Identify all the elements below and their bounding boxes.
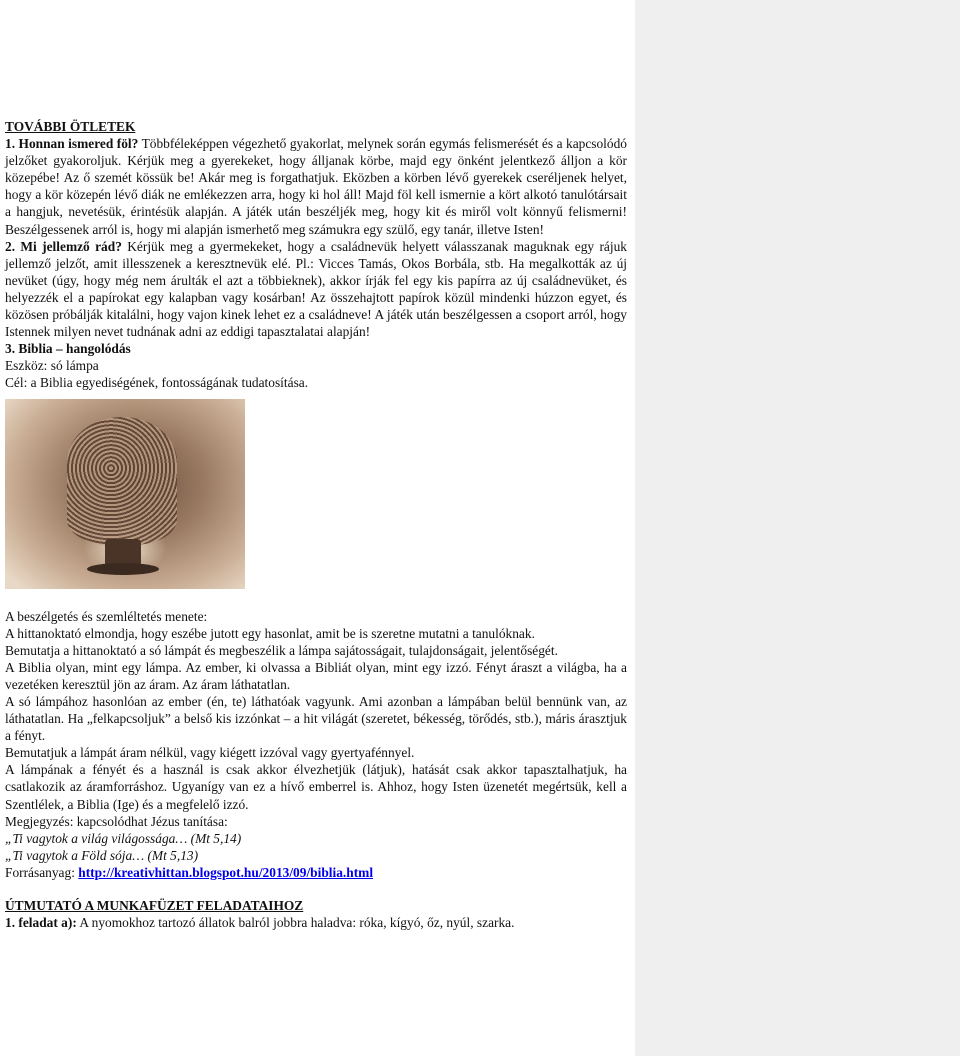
item-1-text: Többféleképpen végezhető gyakorlat, melynek során egymás felismerését és a kapcsolódó jelzőket gyakoroljuk. Kérjük meg a gyerekeket, hogy álljanak körbe, majd egy önként jelentkező álljon a kör közepébe! Az ő szemét kössük be! Akár meg is forgathatjuk. Eközben a körben lévő gyerekek cseréljenek helyet, hogy a kör közepén lévő diák ne emlékezzen arra, hogy ki hol áll! Majd föl kell ismernie a kört alkotó tanulótársait a hangjuk, nevetésük, érintésük alapján. A játék után beszéljék meg, hogy kit és miről volt könnyű felismerni! Beszélgessenek arról is, hogy mi alapján ismerhető meg számukra egy szülő, egy tanár, illetve Isten!: [5, 136, 627, 237]
paragraph-item-1: [5, 135, 627, 238]
paragraph: A beszélgetés és szemléltetés menete:: [5, 608, 208, 624]
source-label: Forrásanyag:: [5, 864, 79, 880]
section-heading: TOVÁBBI ÖTLETEK: [5, 119, 136, 134]
item-3-tool: Eszköz: só lámpa: [5, 358, 99, 374]
lamp-shade: [67, 417, 177, 545]
task-title: 1. feladat a):: [5, 915, 77, 931]
item-3-goal: Cél: a Biblia egyediségének, fontosságának tudatosítása.: [5, 375, 309, 391]
item-1-title: 1. Honnan ismered föl?: [5, 136, 139, 152]
item-3-title: 3. Biblia – hangolódás: [5, 341, 131, 357]
item-2-title: 2. Mi jellemző rád?: [5, 238, 122, 254]
paragraph: Megjegyzés: kapcsolódhat Jézus tanítása:: [5, 813, 228, 829]
spacer: [5, 881, 627, 897]
section-heading: ÚTMUTATÓ A MUNKAFÜZET FELADATAIHOZ: [5, 898, 304, 913]
paragraph-item-2: [5, 238, 627, 341]
task-text: A nyomokhoz tartozó állatok balról jobbra haladva: róka, kígyó, őz, nyúl, szarka.: [76, 915, 515, 931]
paragraph: Bemutatjuk a lámpát áram nélkül, vagy kiégett izzóval vagy gyertyafénnyel.: [5, 745, 415, 761]
document-page: [5, 118, 627, 931]
paragraph: A só lámpához hasonlóan az ember (én, te) láthatóak vagyunk. Ami azonban a lámpában belül bennünk van, az láthatatlan. Ha „felkapcsoljuk” a belső kis izzónkat – a hit világát (szeretet, békesség, törődés, stb.), máris árasztjuk a fényt.: [5, 693, 627, 744]
workbook-guide-section: [5, 897, 627, 931]
paragraph: Bemutatja a hittanoktató a só lámpát és megbeszélik a lámpa sajátosságait, tulajdonságait, jelentőségét.: [5, 642, 558, 658]
further-ideas-section: [5, 118, 627, 392]
task-line: [5, 914, 627, 931]
item-2-text: Kérjük meg a gyermekeket, hogy a családnevük helyett válasszanak maguknak egy rájuk jellemző jelzőt, amit illesszenek a keresztnevük elé. Pl.: Vicces Tamás, Okos Borbála, stb. Ha megalkották az új nevüket (úgy, hogy még nem árulták el azt a többieknek), akkor írják fel egy kis papírra az új családnevüket, és helyezzék el a papírokat egy kalapban vagy kosárban! Az összehajtott papírok közül mindenki húzzon egyet, és közösen próbálják kitalálni, hogy vajon kinek lehet ez a családneve! A játék után beszélgessen a csoport arról, hogy Istennek milyen nevet tudnának adni az eddigi tapasztalatai alapján!: [5, 238, 627, 340]
paragraph: A hittanoktató elmondja, hogy eszébe jutott egy hasonlat, amit be is szeretne mutatni a tanulóknak.: [5, 625, 535, 641]
discussion-section: [5, 608, 627, 882]
quote-1: „Ti vagytok a világ világossága… (Mt 5,14): [5, 830, 242, 846]
source-link[interactable]: http://kreativhittan.blogspot.hu/2013/09/biblia.html: [78, 864, 374, 880]
salt-lamp-photo: [5, 399, 245, 589]
paragraph: A Biblia olyan, mint egy lámpa. Az ember, ki olvassa a Bibliát olyan, mint egy izzó. Fényt áraszt a világba, ha a vezetéken keresztül jön az áram. Az áram láthatatlan.: [5, 659, 627, 692]
source-line: [5, 864, 627, 881]
right-gray-panel: [635, 0, 960, 1056]
lamp-base: [87, 563, 159, 575]
quote-2: „Ti vagytok a Föld sója… (Mt 5,13): [5, 847, 199, 863]
paragraph: A lámpának a fényét és a használ is csak akkor élvezhetjük (látjuk), hatását csak akkor tapasztalhatjuk, ha csatlakozik az áramforráshoz. Ugyanígy van ez a hívő emberrel is. Ahhoz, hogy Isten üzenetét megértsük, kell a Szentlélek, a Biblia (Ige) és a megfelelő izzó.: [5, 762, 627, 812]
